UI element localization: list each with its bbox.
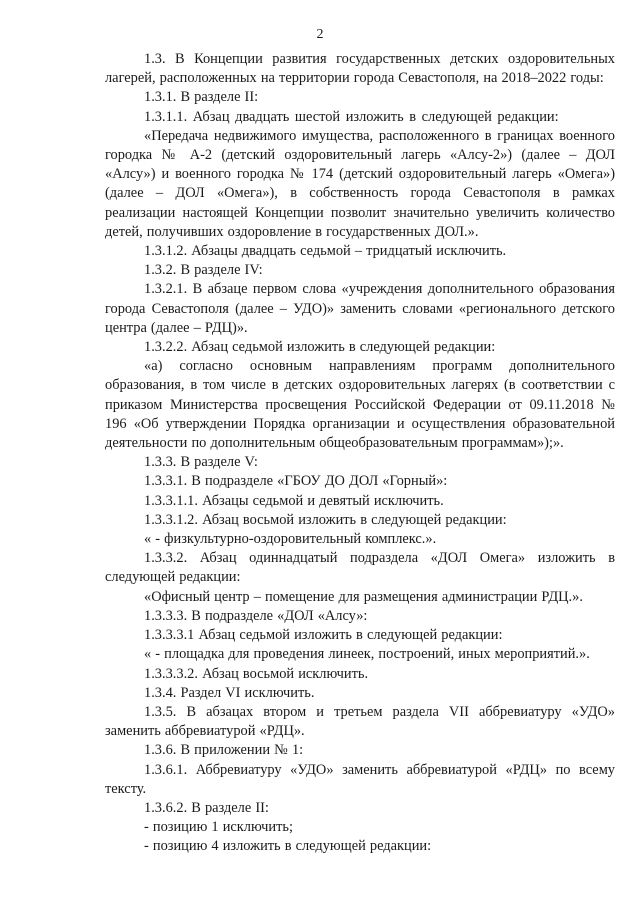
paragraph-1-3-3-2: 1.3.3.2. Абзац одиннадцатый подраздела «ДОЛ Омега» изложить в следующей редакции:	[105, 550, 615, 586]
paragraph-quote-office-center: «Офисный центр – помещение для размещения администрации РДЦ.».	[144, 588, 583, 605]
paragraph-quote-transfer: «Передача недвижимого имущества, расположенного в границах военного городка № А-2 (детский оздоровительный лагерь «Алсу-2») (далее – ДОЛ «Алсу») и военного городка № 174 (детский оздоровительный лагерь «Омега») (далее – ДОЛ «Омега»), в собственность города Севастополя в рамках реализации настоящей Концепции позволит значительно увеличить количество детей, получивших оздоровление в государственных ДОЛ.».	[105, 127, 615, 240]
paragraph-1-3-2-1: 1.3.2.1. В абзаце первом слова «учреждения дополнительного образования города Севастополя (далее – УДО)» заменить словами «регионального детского центра (далее – РДЦ)».	[105, 281, 615, 336]
paragraph-1-3-3-3: 1.3.3.3. В подразделе «ДОЛ «Алсу»:	[144, 607, 368, 624]
paragraph-1-3-2-2: 1.3.2.2. Абзац седьмой изложить в следующей редакции:	[144, 339, 496, 356]
paragraph-1-3-3-3-1: 1.3.3.3.1 Абзац седьмой изложить в следующей редакции:	[144, 627, 503, 644]
paragraph-1-3-6-2: 1.3.6.2. В разделе II:	[144, 799, 269, 816]
paragraph-1-3-3: 1.3.3. В разделе V:	[144, 454, 258, 471]
paragraph-1-3-6-1: 1.3.6.1. Аббревиатуру «УДО» заменить аббревиатурой «РДЦ» по всему тексту.	[105, 761, 615, 797]
paragraph-1-3-3-3-2: 1.3.3.3.2. Абзац восьмой исключить.	[144, 665, 369, 682]
paragraph-quote-education: «а) согласно основным направлениям программ дополнительного образования, в том числе в детских оздоровительных лагерях (в соответствии с приказом Министерства просвещения Российской Федерации от 09.11.2018 № 196 «Об утверждении Порядка организации и осуществления образовательной деятельности по дополнительным общеобразовательным программам»);».	[105, 358, 615, 452]
paragraph-1-3-6: 1.3.6. В приложении № 1:	[144, 742, 304, 759]
paragraph-1-3-4: 1.3.4. Раздел VI исключить.	[144, 684, 315, 701]
paragraph-position-4: - позицию 4 изложить в следующей редакции:	[144, 838, 432, 855]
paragraph-1-3-2: 1.3.2. В разделе IV:	[144, 262, 263, 279]
paragraph-1-3-1-2: 1.3.1.2. Абзацы двадцать седьмой – тридцатый исключить.	[144, 243, 507, 260]
paragraph-1-3: 1.3. В Концепции развития государственных детских оздоровительных лагерей, расположенных на территории города Севастополя, на 2018–2022 годы:	[105, 51, 615, 87]
paragraph-1-3-1-1: 1.3.1.1. Абзац двадцать шестой изложить в следующей редакции:	[144, 108, 559, 125]
paragraph-1-3-3-1-2: 1.3.3.1.2. Абзац восьмой изложить в следующей редакции:	[144, 511, 507, 528]
page-number: 2	[316, 27, 324, 42]
document-body	[105, 50, 615, 857]
paragraph-1-3-3-1-1: 1.3.3.1.1. Абзацы седьмой и девятый исключить.	[144, 492, 444, 509]
paragraph-quote-sports-complex: « - физкультурно-оздоровительный комплекс.».	[144, 531, 437, 548]
paragraph-1-3-1: 1.3.1. В разделе II:	[144, 89, 259, 106]
paragraph-1-3-5: 1.3.5. В абзацах втором и третьем раздела VII аббревиатуру «УДО» заменить аббревиатурой «РДЦ».	[105, 703, 615, 740]
paragraph-1-3-3-1: 1.3.3.1. В подразделе «ГБОУ ДО ДОЛ «Горный»:	[144, 473, 448, 490]
paragraph-quote-parade-ground: « - площадка для проведения линеек, построений, иных мероприятий.».	[144, 646, 590, 663]
paragraph-position-1: - позицию 1 исключить;	[144, 819, 293, 836]
